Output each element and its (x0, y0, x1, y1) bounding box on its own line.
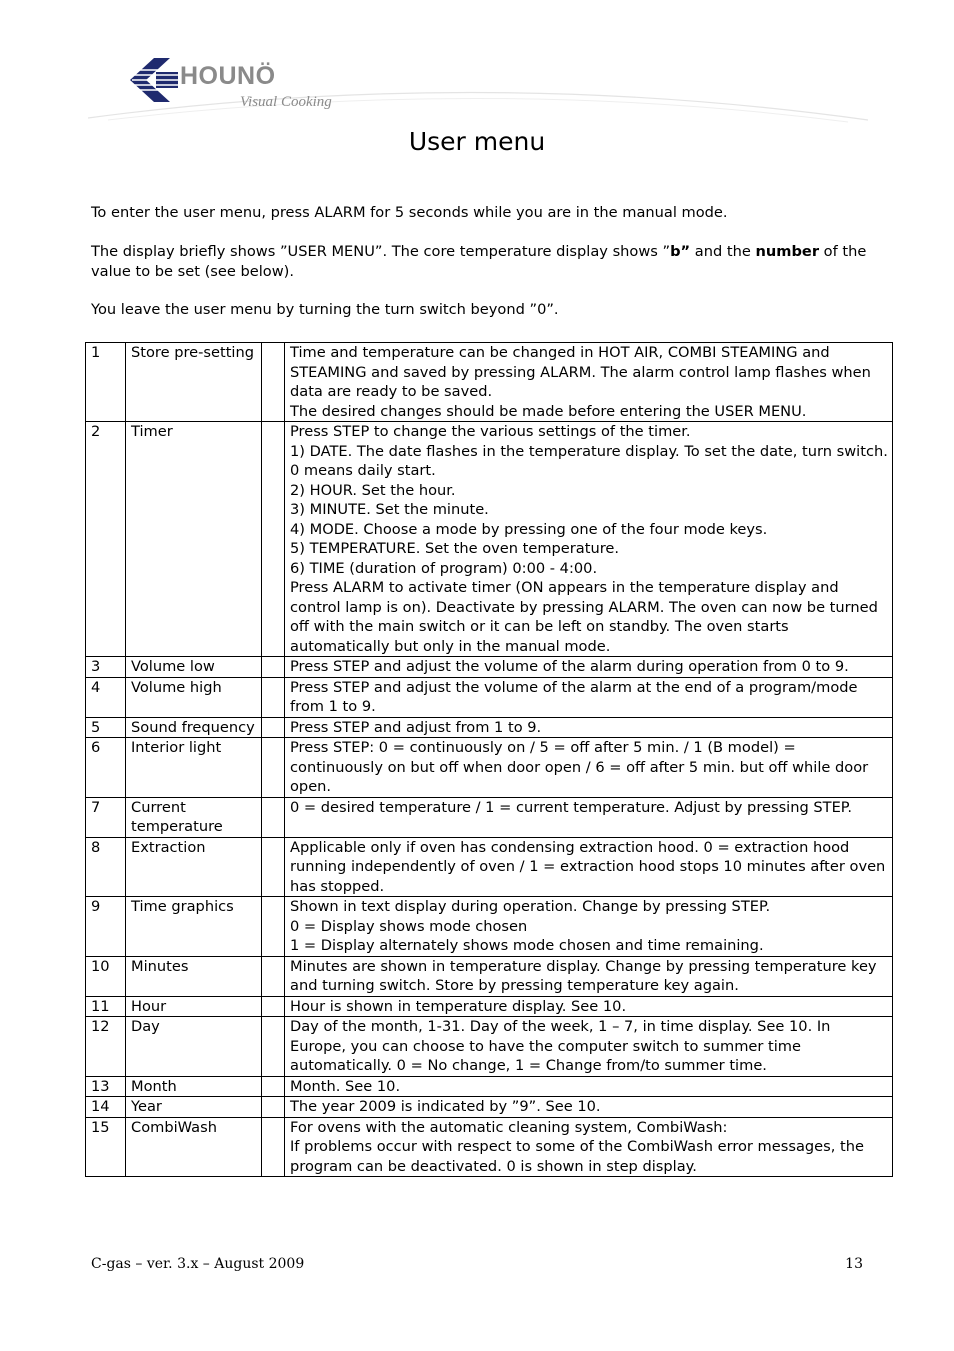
setting-value-cell (262, 657, 285, 678)
setting-number: 5 (86, 717, 126, 738)
setting-name: Minutes (126, 956, 262, 996)
setting-name: Year (126, 1097, 262, 1118)
setting-value-cell (262, 1097, 285, 1118)
description-line: Month. See 10. (290, 1077, 401, 1095)
setting-number: 2 (86, 422, 126, 657)
setting-name: Month (126, 1076, 262, 1097)
setting-value-cell (262, 1017, 285, 1077)
table-row (86, 657, 893, 678)
setting-description (285, 1076, 893, 1097)
table-row (86, 738, 893, 798)
setting-name: Time graphics (126, 897, 262, 957)
setting-value-cell (262, 897, 285, 957)
setting-value-cell (262, 996, 285, 1017)
description-line: Time and temperature can be changed in HOT AIR, COMBI STEAMING and STEAMING and saved by pressing ALARM. The alarm control lamp flashes when data are ready to be saved. (290, 344, 871, 400)
table-row (86, 1097, 893, 1118)
table-row (86, 996, 893, 1017)
description-line: Minutes are shown in temperature display. Change by pressing temperature key and turning switch. Store by pressing temperature key again. (290, 957, 877, 994)
table-row (86, 1117, 893, 1177)
intro-paragraph-display: The display briefly shows ”USER MENU”. The core temperature display shows ”b” and the number of the value to be set (see below). (91, 243, 867, 280)
description-line: 2) HOUR. Set the hour. (290, 481, 456, 499)
setting-name: Interior light (126, 738, 262, 798)
table-row (86, 422, 893, 657)
page-title: User menu (408, 127, 546, 156)
description-line: 3) MINUTE. Set the minute. (290, 501, 489, 518)
description-line: Press STEP: 0 = continuously on / 5 = off after 5 min. / 1 (B model) = continuously on but off when door open / 6 = off after 5 min. but off while door open. (290, 739, 869, 795)
setting-value-cell (262, 677, 285, 717)
brand-name: HOUNÖ (180, 62, 276, 90)
setting-name: Volume low (126, 657, 262, 678)
description-line: 0 = Display shows mode chosen (290, 917, 528, 935)
setting-number: 3 (86, 657, 126, 678)
description-line: The year 2009 is indicated by ”9”. See 10. (290, 1098, 601, 1115)
user-menu-table (85, 342, 893, 1177)
description-line: If problems occur with respect to some of the CombiWash error messages, the program can be deactivated. 0 is shown in step display. (290, 1138, 864, 1175)
description-line: Applicable only if oven has condensing extraction hood. 0 = extraction hood running independently of oven / 1 = extraction hood stops 10 minutes after oven has stopped. (290, 838, 886, 895)
table-row (86, 837, 893, 897)
table-row (86, 956, 893, 996)
description-line: 1 = Display alternately shows mode chosen and time remaining. (290, 937, 764, 954)
description-line: Press STEP and adjust the volume of the alarm during operation from 0 to 9. (290, 658, 849, 675)
page-number: 13 (845, 1256, 863, 1272)
setting-value-cell (262, 343, 285, 422)
description-line: For ovens with the automatic cleaning system, CombiWash: (290, 1118, 728, 1136)
description-line: Press STEP to change the various settings of the timer. (290, 423, 691, 440)
setting-number: 9 (86, 897, 126, 957)
table-row (86, 1076, 893, 1097)
setting-value-cell (262, 797, 285, 837)
description-line: Press STEP and adjust the volume of the alarm at the end of a program/mode from 1 to 9. (290, 678, 858, 715)
setting-description (285, 1117, 893, 1177)
description-line: 1) DATE. The date flashes in the temperature display. To set the date, turn switch. 0 means daily start. (290, 442, 888, 479)
setting-description (285, 717, 893, 738)
setting-description (285, 677, 893, 717)
setting-name: CombiWash (126, 1117, 262, 1177)
setting-name: Sound frequency (126, 717, 262, 738)
description-line: 6) TIME (duration of program) 0:00 - 4:00. (290, 559, 598, 577)
table-row (86, 343, 893, 422)
setting-number: 10 (86, 956, 126, 996)
setting-number: 14 (86, 1097, 126, 1118)
brand-tagline: Visual Cooking (240, 94, 332, 110)
setting-name: Store pre-setting (126, 343, 262, 422)
footer-version: C-gas – ver. 3.x – August 2009 (91, 1256, 305, 1272)
setting-description (285, 1017, 893, 1077)
setting-name: Extraction (126, 837, 262, 897)
description-line: Hour is shown in temperature display. See 10. (290, 997, 627, 1015)
description-line: Press ALARM to activate timer (ON appears in the temperature display and control lamp is on). Deactivate by pressing ALARM. The oven can now be turned off with the main switch or it can be left on standby. The oven starts automatically but only in the manual mode. (290, 579, 878, 655)
setting-value-cell (262, 738, 285, 798)
intro-paragraph-leave: You leave the user menu by turning the turn switch beyond ”0”. (91, 301, 559, 318)
setting-value-cell (262, 422, 285, 657)
table-row (86, 717, 893, 738)
hounoe-logo (128, 56, 358, 120)
description-line: 4) MODE. Choose a mode by pressing one of the four mode keys. (290, 520, 768, 538)
setting-number: 11 (86, 996, 126, 1017)
table-row (86, 1017, 893, 1077)
setting-description (285, 738, 893, 798)
setting-value-cell (262, 1117, 285, 1177)
setting-number: 6 (86, 738, 126, 798)
setting-value-cell (262, 956, 285, 996)
description-line: 0 = desired temperature / 1 = current temperature. Adjust by pressing STEP. (290, 798, 852, 816)
setting-number: 1 (86, 343, 126, 422)
setting-description (285, 343, 893, 422)
description-line: 5) TEMPERATURE. Set the oven temperature. (290, 540, 619, 557)
description-line: Day of the month, 1-31. Day of the week, 1 – 7, in time display. See 10. In Europe, you can choose to have the computer switch to summer time automatically. 0 = No change, 1 = Change from/to summer time. (290, 1018, 831, 1074)
setting-name: Hour (126, 996, 262, 1017)
setting-description (285, 1097, 893, 1118)
setting-name: Day (126, 1017, 262, 1077)
setting-description (285, 837, 893, 897)
setting-name: Volume high (126, 677, 262, 717)
setting-description (285, 657, 893, 678)
setting-name: Current temperature (126, 797, 262, 837)
setting-description (285, 996, 893, 1017)
description-line: The desired changes should be made before entering the USER MENU. (290, 402, 807, 420)
table-row (86, 897, 893, 957)
setting-description (285, 422, 893, 657)
table-row (86, 677, 893, 717)
setting-value-cell (262, 1076, 285, 1097)
intro-paragraph-enter: To enter the user menu, press ALARM for 5 seconds while you are in the manual mode. (91, 204, 728, 221)
setting-number: 4 (86, 677, 126, 717)
setting-value-cell (262, 717, 285, 738)
setting-description (285, 897, 893, 957)
setting-number: 7 (86, 797, 126, 837)
setting-number: 12 (86, 1017, 126, 1077)
description-line: Press STEP and adjust from 1 to 9. (290, 718, 542, 736)
setting-number: 13 (86, 1076, 126, 1097)
setting-name: Timer (126, 422, 262, 657)
setting-description (285, 956, 893, 996)
table-row (86, 797, 893, 837)
setting-description (285, 797, 893, 837)
setting-number: 15 (86, 1117, 126, 1177)
setting-value-cell (262, 837, 285, 897)
description-line: Shown in text display during operation. Change by pressing STEP. (290, 898, 771, 915)
setting-number: 8 (86, 837, 126, 897)
